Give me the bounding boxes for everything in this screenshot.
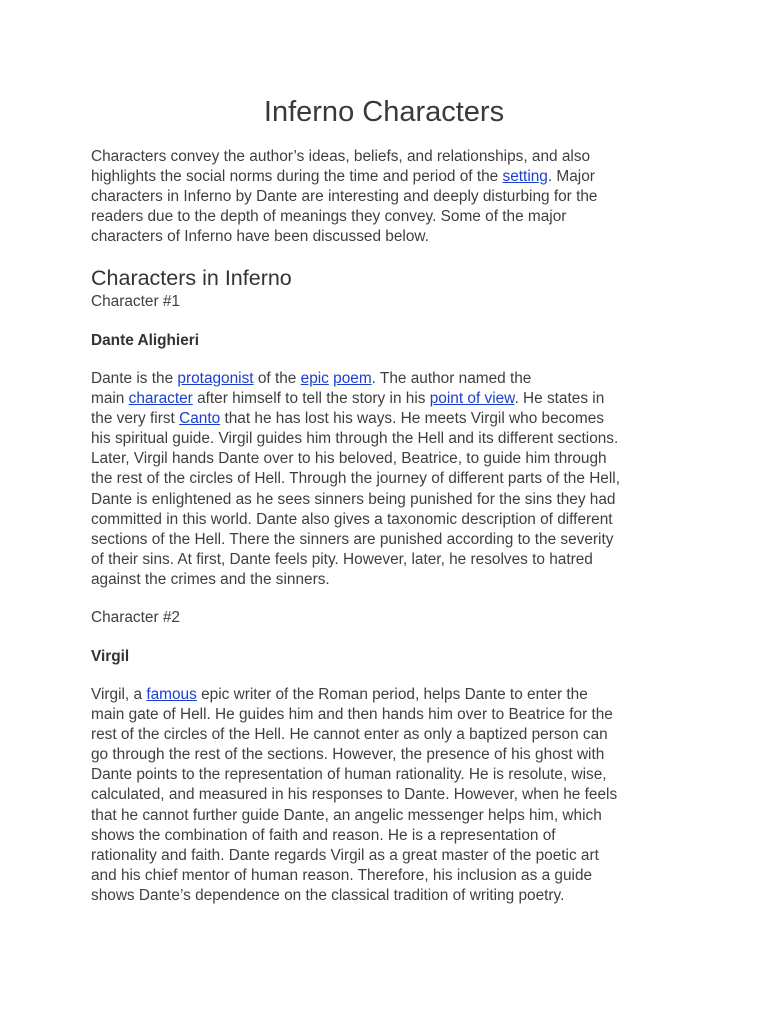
section-heading: Characters in Inferno (91, 266, 292, 290)
c1-line-1 (91, 369, 691, 389)
c1-line-8: committed in this world. Dante also gives a taxonomic description of different (91, 510, 613, 528)
setting-link[interactable]: setting (502, 168, 548, 186)
c2-line-3: rest of the circles of the Hell. He cannot enter as only a baptized person can (91, 726, 608, 744)
c2-line-2: main gate of Hell. He guides him and then hands him over to Beatrice for the (91, 706, 613, 724)
intro-line-4: readers due to the depth of meanings they convey. Some of the major (91, 208, 567, 226)
c1-line-1-text-a: Dante is the (91, 370, 178, 387)
intro-line-5: characters of Inferno have been discussed below. (91, 228, 429, 246)
c1-line-1-text-b: of the (253, 370, 301, 387)
c1-line-10: of their sins. At first, Dante feels pity. However, later, he resolves to hatred (91, 550, 593, 568)
character-link[interactable]: character (128, 390, 193, 408)
c2-line-11: shows Dante’s dependence on the classical tradition of writing poetry. (91, 886, 565, 904)
character-2-label: Character #2 (91, 609, 180, 626)
c1-line-3 (91, 409, 691, 429)
c1-line-2-text-b: after himself to tell the story in his (192, 390, 430, 408)
c2-line-1-text-a: Virgil, a (91, 686, 147, 703)
c1-line-2-text-c: . He states in (514, 390, 605, 408)
c2-line-8: shows the combination of faith and reason. He is a representation of (91, 826, 556, 844)
c2-line-4: go through the rest of the sections. However, the presence of his ghost with (91, 746, 605, 764)
c1-line-3-text-b: that he has lost his ways. He meets Virgil who becomes (220, 410, 604, 428)
c1-line-1-text-d: . The author named the (371, 370, 532, 387)
character-2-name: Virgil (91, 648, 130, 665)
character-1-name: Dante Alighieri (91, 332, 200, 349)
c1-line-2-text-a: main (91, 390, 129, 408)
c1-line-2 (91, 389, 691, 409)
protagonist-link[interactable]: protagonist (177, 370, 254, 387)
c2-line-1 (91, 685, 691, 705)
c1-line-4: his spiritual guide. Virgil guides him through the Hell and its different sections. (91, 430, 619, 448)
c1-line-5: Later, Virgil hands Dante over to his beloved, Beatrice, to guide him through (91, 450, 607, 468)
c1-line-11: against the crimes and the sinners. (91, 570, 330, 588)
c1-line-3-text-a: the very first (91, 410, 180, 428)
character-1-label: Character #1 (91, 293, 180, 310)
point-of-view-link[interactable]: point of view (429, 390, 515, 408)
intro-line-2-text-a: highlights the social norms during the time and period of the (91, 168, 503, 186)
famous-link[interactable]: famous (146, 686, 197, 703)
c2-line-5: Dante points to the representation of human rationality. He is resolute, wise, (91, 766, 607, 784)
c1-line-6: the rest of the circles of Hell. Through the journey of different parts of the Hell, (91, 470, 620, 488)
epic-link[interactable]: epic (300, 370, 329, 387)
canto-link[interactable]: Canto (179, 410, 221, 428)
c2-line-9: rationality and faith. Dante regards Virgil as a great master of the poetic art (91, 846, 599, 864)
c2-line-10: and his chief mentor of human reason. Therefore, his inclusion as a guide (91, 866, 593, 884)
c1-line-7: Dante is enlightened as he sees sinners being punished for the sins they had (91, 490, 616, 508)
c1-line-9: sections of the Hell. There the sinners are punished according to the severity (91, 530, 614, 548)
c2-line-7: that he cannot further guide Dante, an angelic messenger helps him, which (91, 806, 602, 824)
c2-line-6: calculated, and measured in his responses to Dante. However, when he feels (91, 786, 618, 804)
c2-line-1-text-b: epic writer of the Roman period, helps Dante to enter the (196, 686, 588, 703)
intro-line-2 (91, 167, 691, 187)
intro-line-1: Characters convey the author’s ideas, beliefs, and relationships, and also (91, 148, 591, 165)
intro-line-3: characters in Inferno by Dante are interesting and deeply disturbing for the (91, 188, 598, 206)
poem-link[interactable]: poem (333, 370, 372, 387)
intro-paragraph (91, 147, 691, 247)
character-1-paragraph (91, 369, 691, 590)
page-title: Inferno Characters (263, 96, 505, 128)
character-2-paragraph (91, 685, 691, 906)
intro-line-2-text-b: . Major (547, 168, 595, 186)
